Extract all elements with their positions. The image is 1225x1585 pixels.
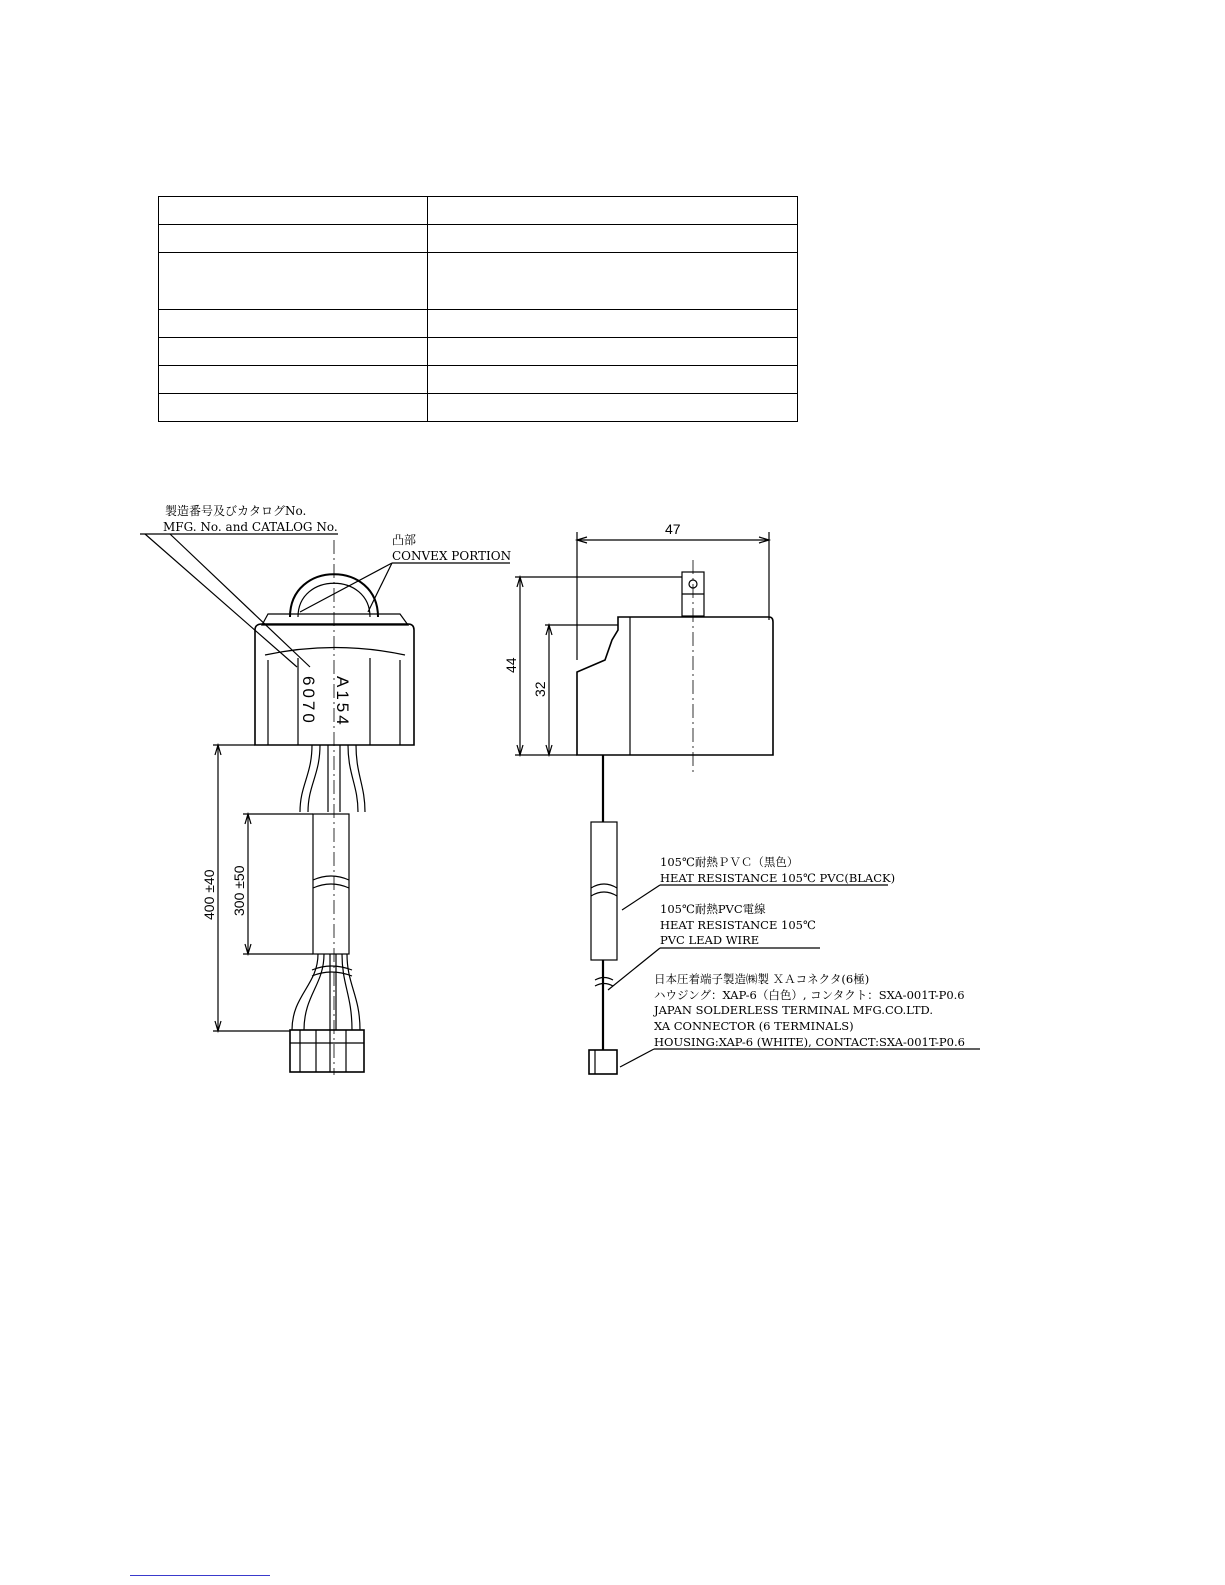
footer-link-underline [130, 1575, 270, 1576]
mfg-label-jp: 製造番号及びカタログNo. [165, 504, 307, 518]
table-cell-value [428, 338, 798, 366]
coil-body-curve [265, 648, 405, 656]
table-row [159, 338, 798, 366]
spec-table [158, 196, 798, 422]
connector [290, 1030, 364, 1072]
wire-label-en-1: HEAT RESISTANCE 105℃ [660, 918, 816, 932]
wire-label-jp: 105℃耐熱PVC電線 [660, 902, 766, 916]
convex-label-jp: 凸部 [392, 533, 417, 547]
table-cell-label [159, 197, 428, 225]
table-row [159, 225, 798, 253]
table-cell-label [159, 225, 428, 253]
mfg-leader [145, 534, 297, 667]
pvc-leader [622, 885, 660, 910]
convex-leader-1 [300, 563, 392, 612]
convex-leader-2 [368, 563, 392, 612]
coil-drawing [0, 480, 1225, 1100]
dim-300: 300 ±50 [231, 865, 247, 916]
left-view [140, 503, 511, 1075]
sleeve-break [313, 876, 349, 888]
dim-400: 400 ±40 [201, 869, 217, 920]
conn-leader [620, 1049, 654, 1067]
mfg-label-en: MFG. No. and CATALOG No. [163, 520, 338, 534]
side-body [577, 617, 773, 755]
conn-label-jp-2: ハウジング：XAP-6（白色）, コンタクト：SXA-001T-P0.6 [654, 988, 965, 1002]
table-cell-value [428, 225, 798, 253]
table-row [159, 394, 798, 422]
table-row [159, 310, 798, 338]
conn-label-en-3: HOUSING:XAP-6 (WHITE), CONTACT:SXA-001T-P0.6 [654, 1035, 965, 1049]
table-cell-value [428, 310, 798, 338]
right-view [503, 521, 980, 1074]
wire-leader [608, 948, 660, 990]
dim-32: 32 [532, 681, 548, 697]
dim-44: 44 [503, 657, 519, 673]
table-row [159, 197, 798, 225]
pvc-label-jp: 105℃耐熱ＰＶＣ（黒色） [660, 855, 799, 869]
wire-label-en-2: PVC LEAD WIRE [660, 933, 760, 947]
table-cell-label [159, 338, 428, 366]
conn-label-en-2: XA CONNECTOR (6 TERMINALS) [654, 1019, 854, 1033]
table-cell-value [428, 366, 798, 394]
mfg-leader-2 [170, 534, 310, 667]
dim-47: 47 [665, 521, 681, 537]
wire-bundle-lower [292, 954, 360, 1030]
conn-label-en-1: JAPAN SOLDERLESS TERMINAL MFG.CO.LTD. [654, 1003, 934, 1017]
side-connector [589, 1050, 617, 1074]
table-row [159, 366, 798, 394]
table-cell-label [159, 253, 428, 310]
wire-bundle [300, 745, 365, 812]
convex-label-en: CONVEX PORTION [392, 549, 512, 563]
table-cell-label [159, 394, 428, 422]
side-sleeve [591, 822, 617, 960]
table-cell-value [428, 253, 798, 310]
conn-label-jp-1: 日本圧着端子製造㈱製 ＸＡコネクタ(6極) [654, 972, 870, 986]
pvc-label-en: HEAT RESISTANCE 105℃ PVC(BLACK) [660, 871, 896, 885]
side-sleeve-break [591, 884, 617, 896]
code-line-2: 6070 [299, 676, 318, 726]
table-cell-label [159, 366, 428, 394]
table-cell-value [428, 197, 798, 225]
table-row [159, 253, 798, 310]
table-cell-value [428, 394, 798, 422]
table-cell-label [159, 310, 428, 338]
code-line-1: A154 [333, 676, 352, 728]
connector-divisions [300, 1030, 346, 1072]
